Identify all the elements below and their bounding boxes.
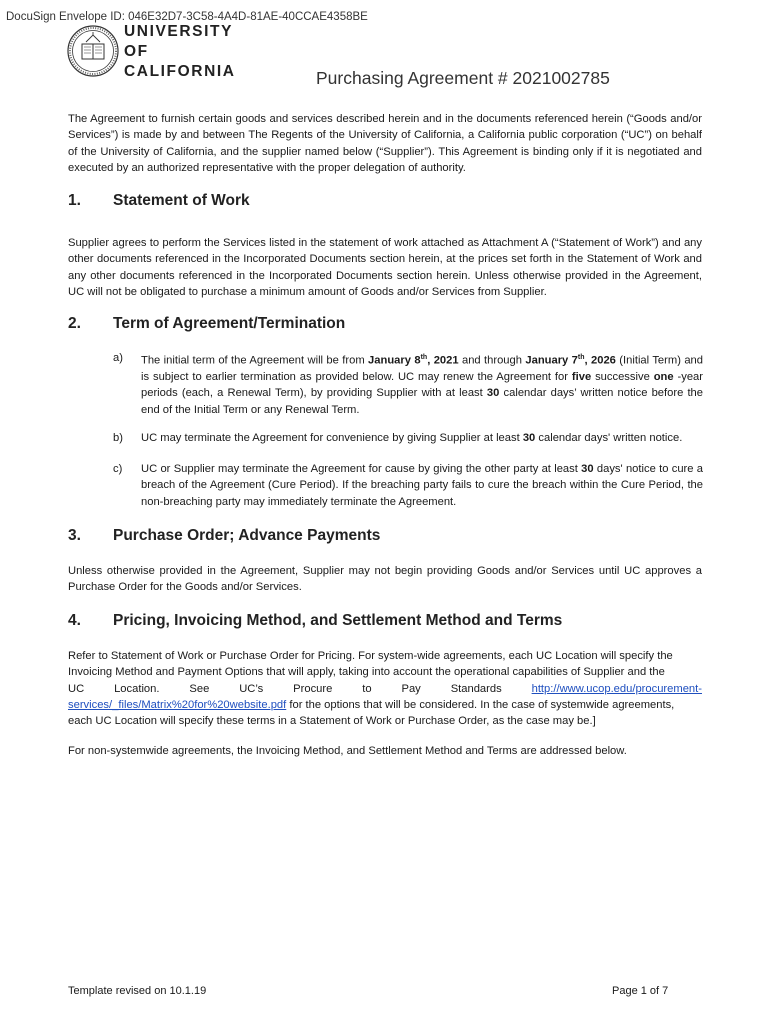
procurement-link-continued[interactable]: services/_files/Matrix%20for%20website.pdf	[68, 698, 287, 711]
item-text: UC may terminate the Agreement for convenience by giving Supplier at least 30 calendar days' written notice.	[141, 432, 683, 444]
item-label: c)	[113, 463, 123, 475]
section-4-paragraph-1	[68, 648, 702, 729]
section-3-heading	[68, 527, 380, 545]
section-4-title: Pricing, Invoicing Method, and Settlement Method and Terms	[113, 612, 563, 629]
university-line-3: CALIFORNIA	[124, 63, 236, 80]
section-1-heading	[68, 192, 250, 210]
university-line-2: OF	[124, 43, 149, 60]
line-4: services/_files/Matrix%20for%20website.pdf for the options that will be considered. In the case of systemwide agreements,	[68, 698, 675, 711]
section-4-heading	[68, 612, 562, 630]
line-2: Invoicing Method and Payment Options that will apply, taking into account the operational capabilities of Supplier and the	[68, 666, 665, 679]
section-1-body: Supplier agrees to perform the Services listed in the statement of work attached as Attachment A (“Statement of Work”) and any other documents referenced in the Incorporated Documents section herein, at the prices set forth in the Statement of Work and any other documents referenced in the Incorporated Documents section herein. Unless otherwise provided in the Agreement, UC will not be obligated to purchase a minimum amount of Goods and/or Services from Supplier.	[68, 237, 702, 298]
section-2-heading	[68, 315, 345, 333]
section-3-title: Purchase Order; Advance Payments	[113, 527, 381, 544]
section-3-body: Unless otherwise provided in the Agreement, Supplier may not begin providing Goods and/or Services until UC approves a Purchase Order for the Goods and/or Services.	[68, 565, 702, 594]
section-2-number: 2.	[68, 315, 81, 332]
item-text: The initial term of the Agreement will be from January 8th, 2021 and through January 7th, 2026 (Initial Term) and is subject to earlier termination as provided below. UC may renew the Agreement for five successive one -year periods (each, a Renewal Term), by providing Supplier with at least 30 calendar days’ written notice before the end of the Initial Term or any Renewal Term.	[141, 354, 704, 416]
term-item-b	[113, 430, 703, 446]
university-line-1: UNIVERSITY	[124, 23, 234, 40]
section-4-number: 4.	[68, 612, 81, 629]
item-label: a)	[113, 352, 123, 364]
section-1-title: Statement of Work	[113, 192, 250, 209]
procurement-link[interactable]: http://www.ucop.edu/procurement-	[531, 682, 702, 695]
section-3-number: 3.	[68, 527, 81, 544]
university-wordmark	[124, 22, 236, 82]
section-1-number: 1.	[68, 192, 81, 209]
footer-page-number: Page 1 of 7	[612, 985, 669, 997]
term-item-c	[113, 461, 703, 510]
term-item-a	[113, 350, 703, 418]
footer-template-revision: Template revised on 10.1.19	[68, 985, 207, 997]
intro-paragraph: The Agreement to furnish certain goods and services described herein and in the documents referenced herein (“Goods and/or Services”) is made by and between The Regents of the University of California, a California public corporation (“UC”) on behalf of the University of California, and the supplier named below (“Supplier”). This Agreement is binding only if it is negotiated and executed by an authorized representative with the proper delegation of authority.	[68, 113, 702, 174]
item-text: UC or Supplier may terminate the Agreement for cause by giving the other party at least 30 days' notice to cure a breach of the Agreement (Cure Period). If the breaching party fails to cure the breach within the Cure Period, the non-breaching party may immediately terminate the Agreement.	[141, 463, 704, 508]
line-1: Refer to Statement of Work or Purchase Order for Pricing. For system-wide agreements, each UC Location will specify the	[68, 650, 673, 662]
section-4-paragraph-2: For non-systemwide agreements, the Invoicing Method, and Settlement Method and Terms are addressed below.	[68, 745, 627, 757]
line-3: UC Location. See UC’s Procure to Pay Standards http://www.ucop.edu/procurement-	[68, 681, 702, 697]
page-title: Purchasing Agreement # 2021002785	[316, 68, 610, 88]
line-5: each UC Location will specify these terms in a Statement of Work or Purchase Order, as the case may be.]	[68, 715, 596, 728]
section-2-title: Term of Agreement/Termination	[113, 315, 346, 332]
uc-seal-logo	[66, 22, 120, 80]
docusign-envelope-id: DocuSign Envelope ID: 046E32D7-3C58-4A4D-81AE-40CCAE4358BE	[6, 11, 368, 23]
item-label: b)	[113, 432, 123, 444]
